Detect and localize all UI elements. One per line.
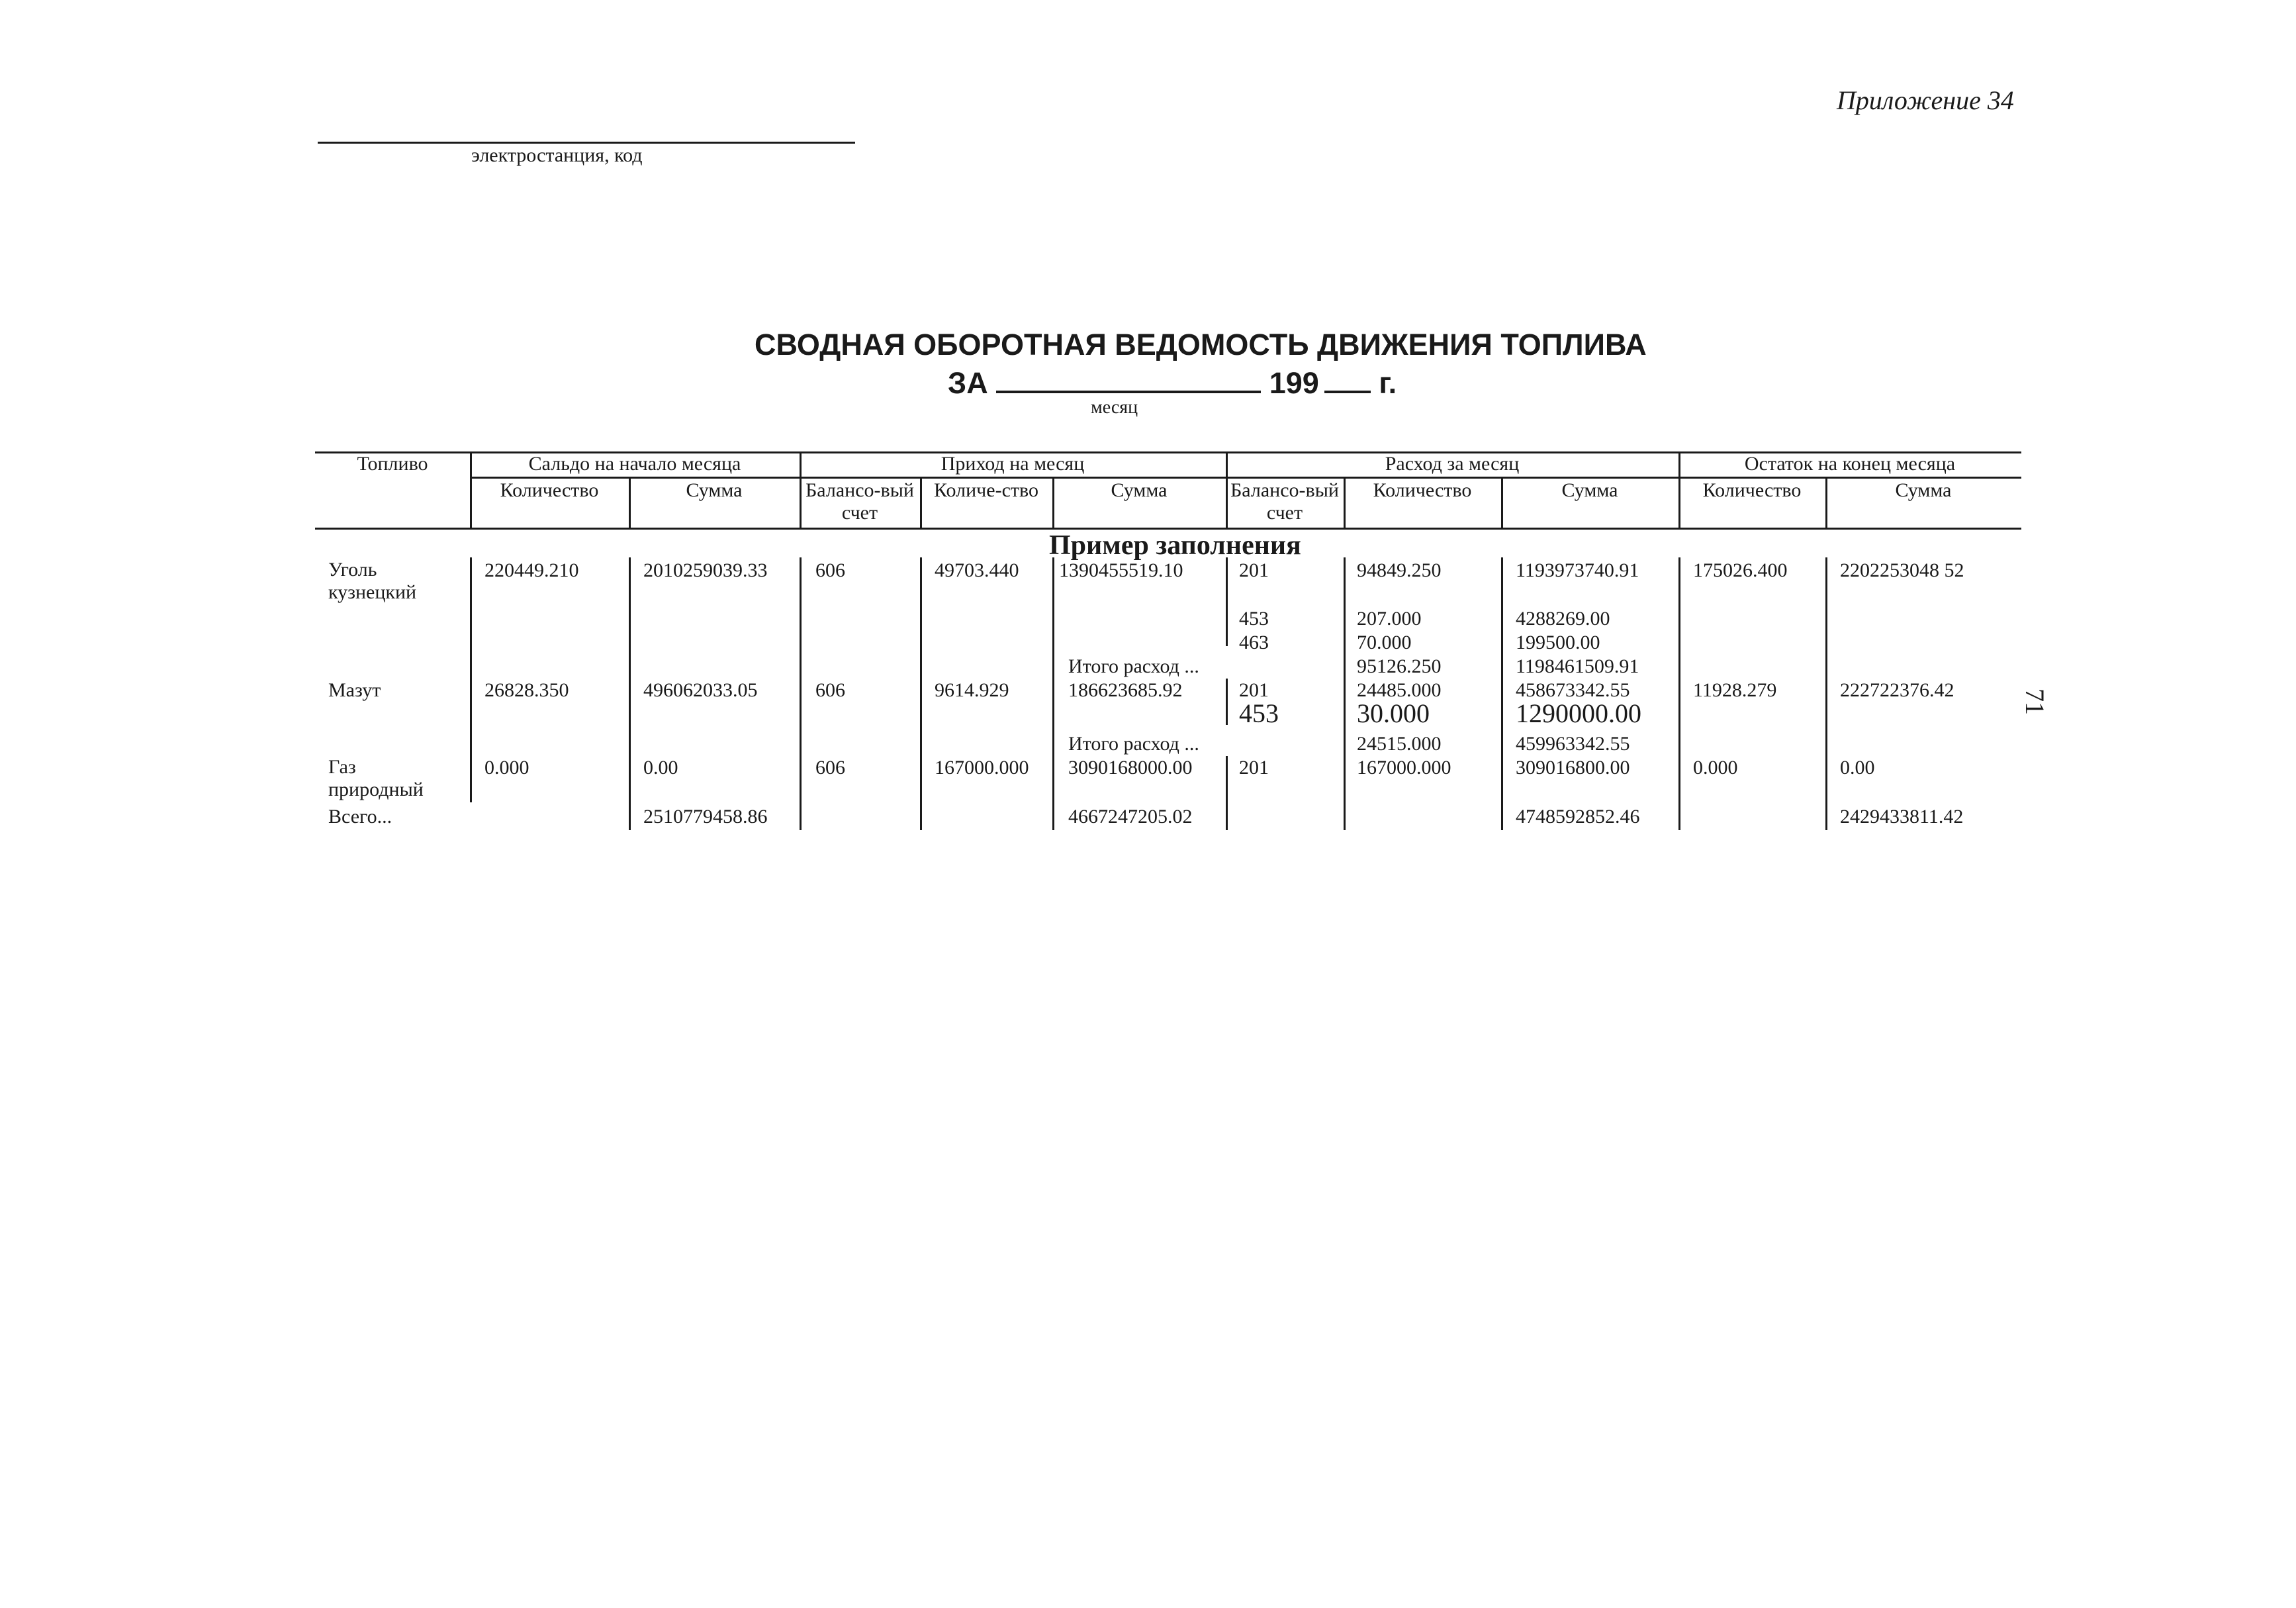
period-year: 199	[1269, 366, 1319, 400]
gas-out-qty: 167000.000	[1357, 757, 1451, 779]
body-vline	[1052, 557, 1054, 830]
document-title: СВОДНАЯ ОБОРОТНАЯ ВЕДОМОСТЬ ДВИЖЕНИЯ ТОПЛИВА	[755, 328, 1647, 361]
mazut-total-label: Итого расход ...	[1068, 733, 1199, 755]
coal-out-sum: 1193973740.91	[1516, 559, 1639, 581]
fuel-name: Уголь кузнецкий	[328, 559, 417, 603]
body-vline	[1226, 557, 1228, 646]
gas-open-qty: 0.000	[484, 757, 529, 779]
coal-close-sum: 2202253048 52	[1840, 559, 1964, 581]
expense-sum-header: Сумма	[1561, 479, 1618, 501]
gas-close-sum: 0.00	[1840, 757, 1875, 779]
receipt-sum-header: Сумма	[1111, 479, 1168, 501]
mazut-in-sum: 186623685.92	[1068, 679, 1183, 701]
gas-close-qty: 0.000	[1693, 757, 1738, 779]
coal-total-sum: 1198461509.91	[1516, 655, 1639, 677]
body-vline	[920, 557, 922, 830]
body-vline	[1825, 557, 1827, 830]
period-suffix: г.	[1379, 366, 1397, 400]
period-line	[948, 366, 1397, 401]
coal-out-qty: 70.000	[1357, 632, 1412, 653]
coal-out-sum: 199500.00	[1516, 632, 1600, 653]
gas-in-sum: 3090168000.00	[1068, 757, 1193, 779]
receipt-account-header: Балансо-вый счет	[805, 479, 914, 524]
coal-out-account: 453	[1239, 608, 1269, 630]
body-vline	[1344, 557, 1346, 830]
col-fuel-header: Топливо	[357, 453, 428, 475]
opening-qty-header: Количество	[500, 479, 599, 501]
col-closing-header: Остаток на конец месяца	[1744, 453, 1956, 475]
total-in-sum: 4667247205.02	[1068, 806, 1193, 828]
coal-total-qty: 95126.250	[1357, 655, 1442, 677]
month-label: месяц	[1091, 397, 1138, 418]
month-blank	[996, 367, 1261, 393]
mazut-out-account: 201	[1239, 679, 1269, 701]
mazut-total-qty: 24515.000	[1357, 733, 1442, 755]
mazut-out-sum: 1290000.00	[1516, 698, 1641, 728]
fuel-name: Газ природный	[328, 756, 424, 800]
gas-open-sum: 0.00	[643, 757, 678, 779]
body-vline	[1226, 756, 1228, 830]
gas-in-qty: 167000.000	[935, 757, 1029, 779]
coal-out-qty: 94849.250	[1357, 559, 1442, 581]
mazut-open-qty: 26828.350	[484, 679, 569, 701]
coal-in-sum: 1390455519.10	[1059, 559, 1183, 581]
body-vline	[629, 557, 631, 830]
coal-total-label: Итого расход ...	[1068, 655, 1199, 677]
mazut-out-qty: 24485.000	[1357, 679, 1442, 701]
sample-caption: Пример заполнения	[1049, 530, 1301, 561]
closing-qty-header: Количество	[1702, 479, 1802, 501]
gas-out-sum: 309016800.00	[1516, 757, 1630, 779]
year-blank	[1324, 367, 1371, 393]
mazut-out-account: 453	[1239, 698, 1279, 728]
mazut-close-qty: 11928.279	[1693, 679, 1777, 701]
station-label: электростанция, код	[471, 144, 643, 166]
expense-qty-header: Количество	[1373, 479, 1472, 501]
body-vline	[1501, 557, 1503, 830]
page-number: 71	[2020, 688, 2050, 715]
mazut-total-sum: 459963342.55	[1516, 733, 1630, 755]
row-gas-fuel	[328, 756, 434, 801]
gas-out-account: 201	[1239, 757, 1269, 779]
expense-account-header: Балансо-вый счет	[1230, 479, 1339, 524]
body-vline	[1678, 557, 1680, 830]
coal-in-account: 606	[815, 559, 845, 581]
coal-open-sum: 2010259039.33	[643, 559, 768, 581]
mazut-in-account: 606	[815, 679, 845, 701]
total-label: Всего...	[328, 806, 392, 828]
body-vline	[470, 557, 472, 802]
appendix-label: Приложение 34	[1837, 85, 2014, 115]
body-vline	[1226, 679, 1228, 725]
mazut-in-qty: 9614.929	[935, 679, 1009, 701]
total-open-sum: 2510779458.86	[643, 806, 768, 828]
coal-open-qty: 220449.210	[484, 559, 579, 581]
coal-in-qty: 49703.440	[935, 559, 1019, 581]
total-close-sum: 2429433811.42	[1840, 806, 1964, 828]
coal-out-sum: 4288269.00	[1516, 608, 1610, 630]
period-prefix: ЗА	[948, 366, 988, 400]
col-receipt-header: Приход на месяц	[941, 453, 1085, 475]
mazut-out-qty: 30.000	[1357, 698, 1430, 728]
receipt-qty-header: Количе-ство	[934, 479, 1038, 501]
mazut-out-sum: 458673342.55	[1516, 679, 1630, 701]
col-expense-header: Расход за месяц	[1385, 453, 1520, 475]
gas-in-account: 606	[815, 757, 845, 779]
total-out-sum: 4748592852.46	[1516, 806, 1640, 828]
row-mazut-fuel: Мазут	[328, 679, 381, 701]
coal-close-qty: 175026.400	[1693, 559, 1788, 581]
row-coal-fuel	[328, 559, 434, 604]
station-underline	[318, 142, 855, 144]
opening-sum-header: Сумма	[686, 479, 743, 501]
coal-out-account: 201	[1239, 559, 1269, 581]
closing-sum-header: Сумма	[1895, 479, 1952, 501]
mazut-open-sum: 496062033.05	[643, 679, 758, 701]
coal-out-account: 463	[1239, 632, 1269, 653]
mazut-close-sum: 222722376.42	[1840, 679, 1954, 701]
header-sub-rule	[470, 477, 2021, 479]
coal-out-qty: 207.000	[1357, 608, 1422, 630]
col-opening-header: Сальдо на начало месяца	[528, 453, 741, 475]
body-vline	[800, 557, 802, 830]
